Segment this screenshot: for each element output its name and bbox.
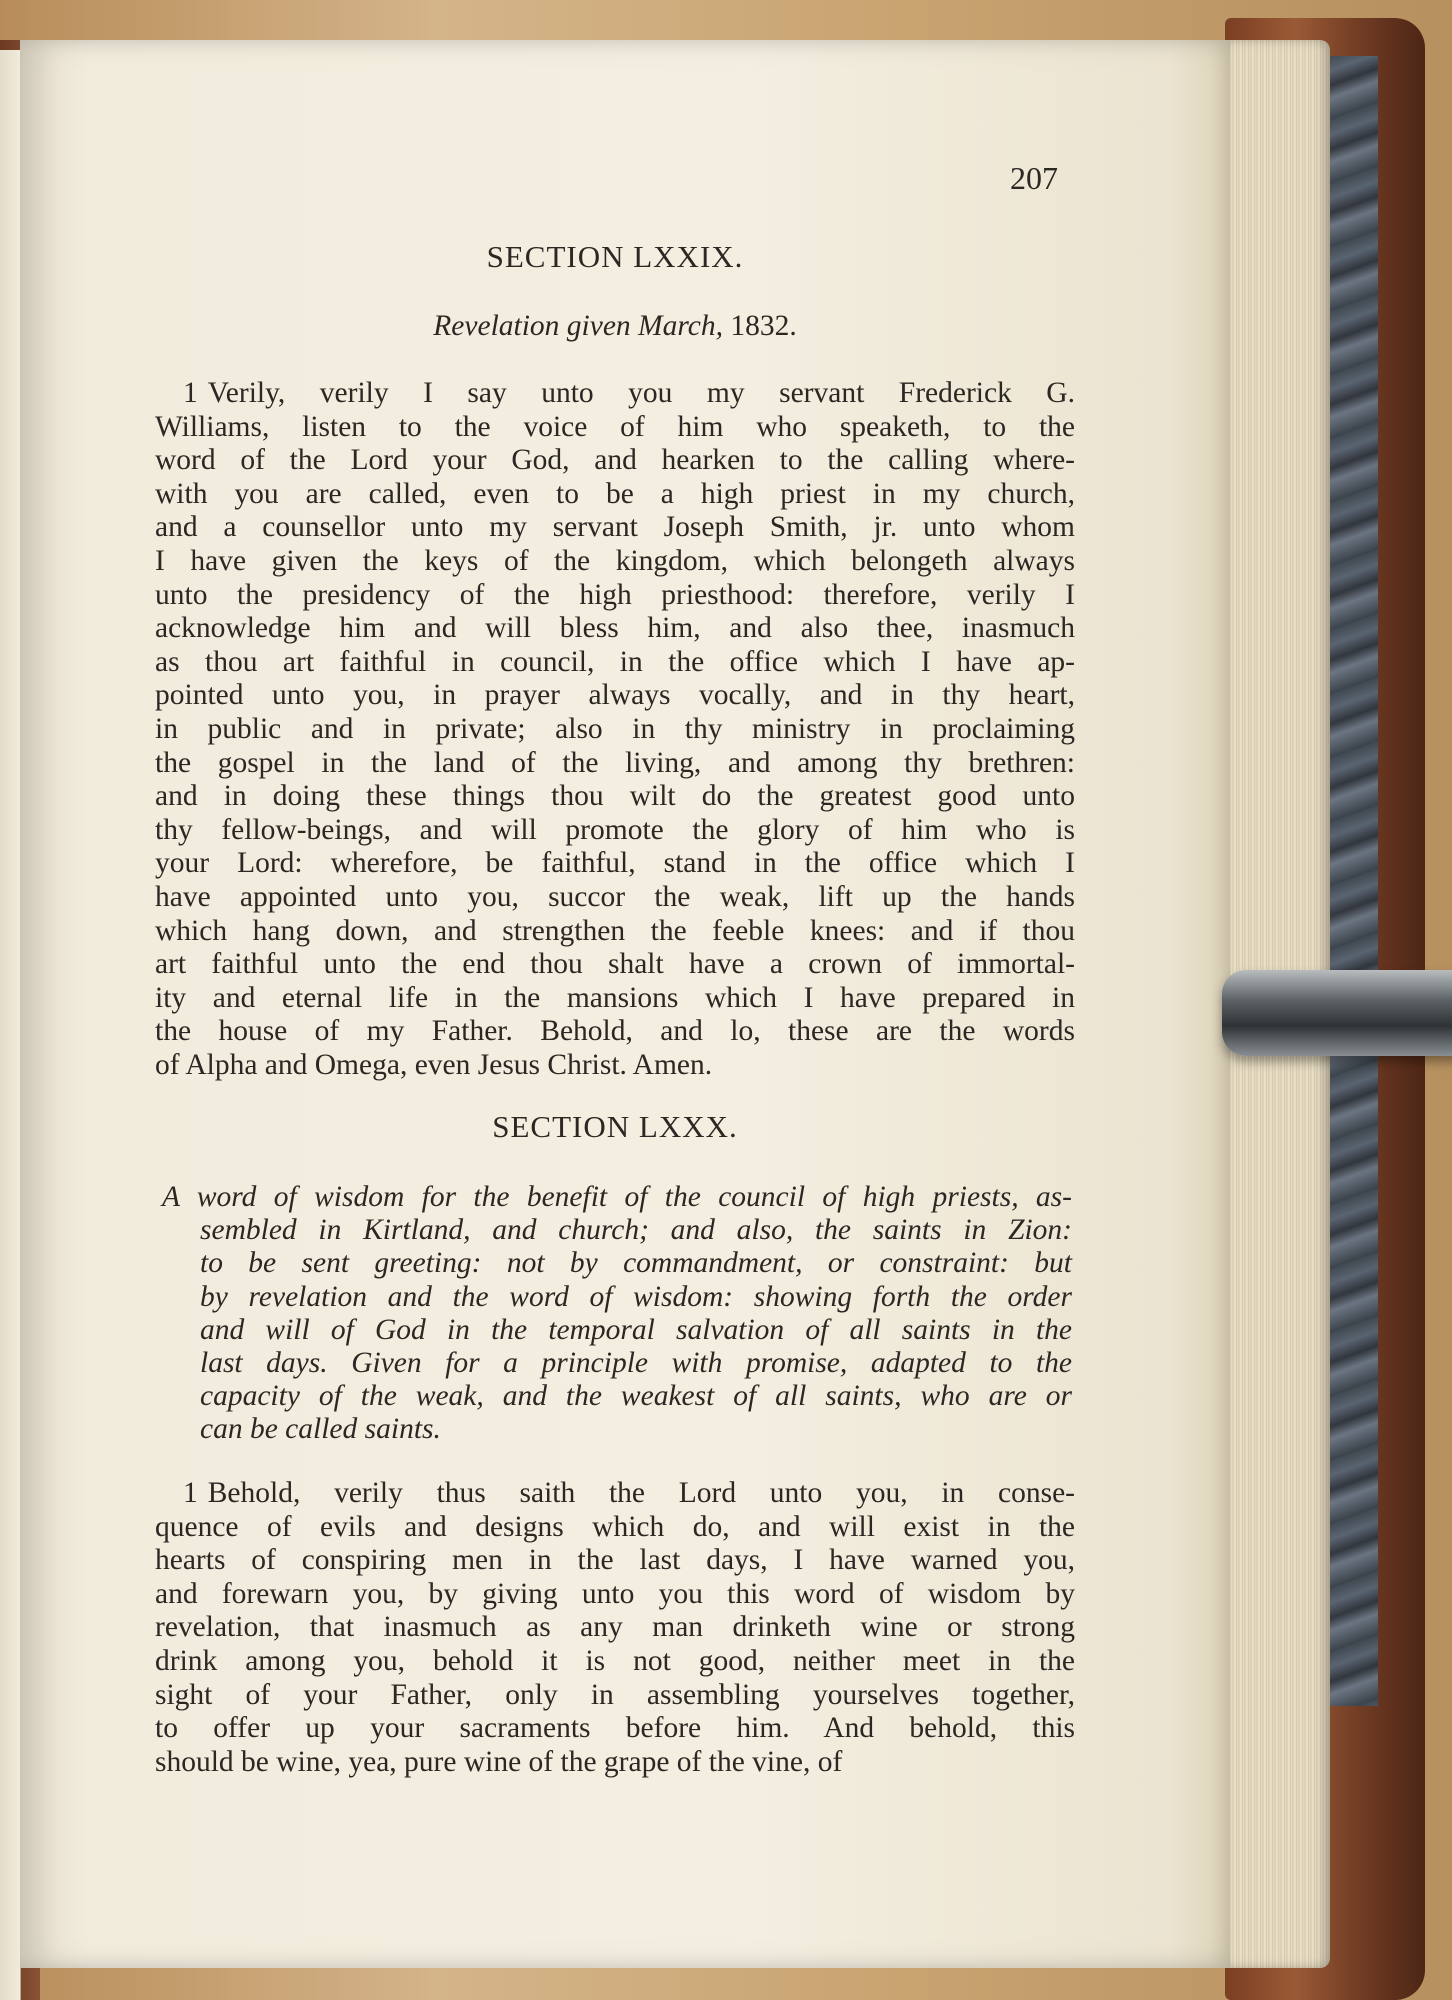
section-lxxix-line: word of the Lord your God, and hearken to the calling where- <box>155 444 1075 477</box>
section-lxxix-heading: SECTION LXXIX. <box>486 239 744 274</box>
section-lxxx-line: to offer up your sacraments before him. And behold, this <box>155 1712 1075 1745</box>
section-lxxx-intro <box>162 1181 1072 1447</box>
section-lxxx-line: drink among you, behold it is not good, neither meet in the <box>155 1644 1075 1677</box>
section-lxxix-line: pointed unto you, in prayer always vocally, and in thy heart, <box>155 679 1075 712</box>
intro-line: can be called saints. <box>200 1413 441 1446</box>
intro-line: and will of God in the temporal salvation of all saints in the <box>200 1313 1072 1346</box>
section-lxxix-line <box>155 377 1075 411</box>
line-text: Verily, verily I say unto you my servant Frederick G. <box>207 377 1075 409</box>
section-lxxix-line: your Lord: wherefore, be faithful, stand in the office which I <box>155 847 1075 880</box>
page-holder-knife <box>1222 970 1452 1056</box>
section-lxxix-line: and in doing these things thou wilt do the greatest good unto <box>155 780 1075 813</box>
section-lxxix-line: thy fellow-beings, and will promote the glory of him who is <box>155 813 1075 846</box>
section-lxxx-verse-1 <box>155 1477 1075 1779</box>
section-lxxix-line: ity and eternal life in the mansions which I have prepared in <box>155 981 1075 1014</box>
section-lxxx-line <box>155 1477 1075 1511</box>
section-lxxx-line: hearts of conspiring men in the last days, I have warned you, <box>155 1544 1075 1577</box>
line-text: Behold, verily thus saith the Lord unto you, in conse- <box>207 1477 1075 1509</box>
section-lxxix-line: of Alpha and Omega, even Jesus Christ. Amen. <box>155 1048 713 1081</box>
section-lxxx-line: revelation, that inasmuch as any man drinketh wine or strong <box>155 1611 1075 1644</box>
section-lxxix-line: art faithful unto the end thou shalt have a crown of immortal- <box>155 948 1075 981</box>
left-page-edge <box>0 50 21 2000</box>
intro-line: sembled in Kirtland, and church; and also, the saints in Zion: <box>200 1214 1072 1247</box>
page-number: 207 <box>1010 160 1058 196</box>
section-lxxx-line: quence of evils and designs which do, and will exist in the <box>155 1510 1075 1543</box>
intro-line: by revelation and the word of wisdom: showing forth the order <box>200 1280 1072 1313</box>
verse-number: 1 <box>183 377 198 409</box>
section-lxxix-line: the gospel in the land of the living, and among thy brethren: <box>155 746 1075 779</box>
intro-line: last days. Given for a principle with promise, adapted to the <box>200 1346 1072 1379</box>
section-lxxx-heading: SECTION LXXX. <box>492 1109 738 1144</box>
section-lxxix-line: the house of my Father. Behold, and lo, these are the words <box>155 1015 1075 1048</box>
section-lxxix-line: as thou art faithful in council, in the office which I have ap- <box>155 645 1075 678</box>
section-lxxix-verse-1 <box>155 377 1075 1082</box>
verse-number: 1 <box>183 1477 198 1509</box>
intro-line: to be sent greeting: not by commandment, or constraint: but <box>200 1247 1072 1280</box>
subtitle-italic: Revelation given March, <box>433 310 723 342</box>
section-lxxix-line: acknowledge him and will bless him, and also thee, inasmuch <box>155 612 1075 645</box>
marbled-edge <box>1330 56 1378 1706</box>
section-lxxix-line: with you are called, even to be a high priest in my church, <box>155 477 1075 510</box>
section-lxxix-line: I have given the keys of the kingdom, which belongeth always <box>155 544 1075 577</box>
intro-line: A word of wisdom for the benefit of the council of high priests, as- <box>162 1181 1072 1213</box>
section-lxxix-line: Williams, listen to the voice of him who speaketh, to the <box>155 410 1075 443</box>
section-lxxx-line: and forewarn you, by giving unto you this word of wisdom by <box>155 1577 1075 1610</box>
section-lxxx-line: sight of your Father, only in assembling yourselves together, <box>155 1678 1075 1711</box>
section-lxxix-line: and a counsellor unto my servant Joseph Smith, jr. unto whom <box>155 511 1075 544</box>
section-lxxix-line: unto the presidency of the high priesthood: therefore, verily I <box>155 578 1075 611</box>
section-lxxix-line: have appointed unto you, succor the weak, lift up the hands <box>155 880 1075 913</box>
section-lxxix-line: in public and in private; also in thy ministry in proclaiming <box>155 712 1075 745</box>
section-lxxix-subtitle <box>140 310 1090 344</box>
subtitle-year: 1832. <box>722 310 797 342</box>
section-lxxx-line: should be wine, yea, pure wine of the grape of the vine, of <box>155 1745 843 1778</box>
section-lxxix-line: which hang down, and strengthen the feeble knees: and if thou <box>155 914 1075 947</box>
intro-line: capacity of the weak, and the weakest of all saints, who are or <box>200 1380 1072 1413</box>
